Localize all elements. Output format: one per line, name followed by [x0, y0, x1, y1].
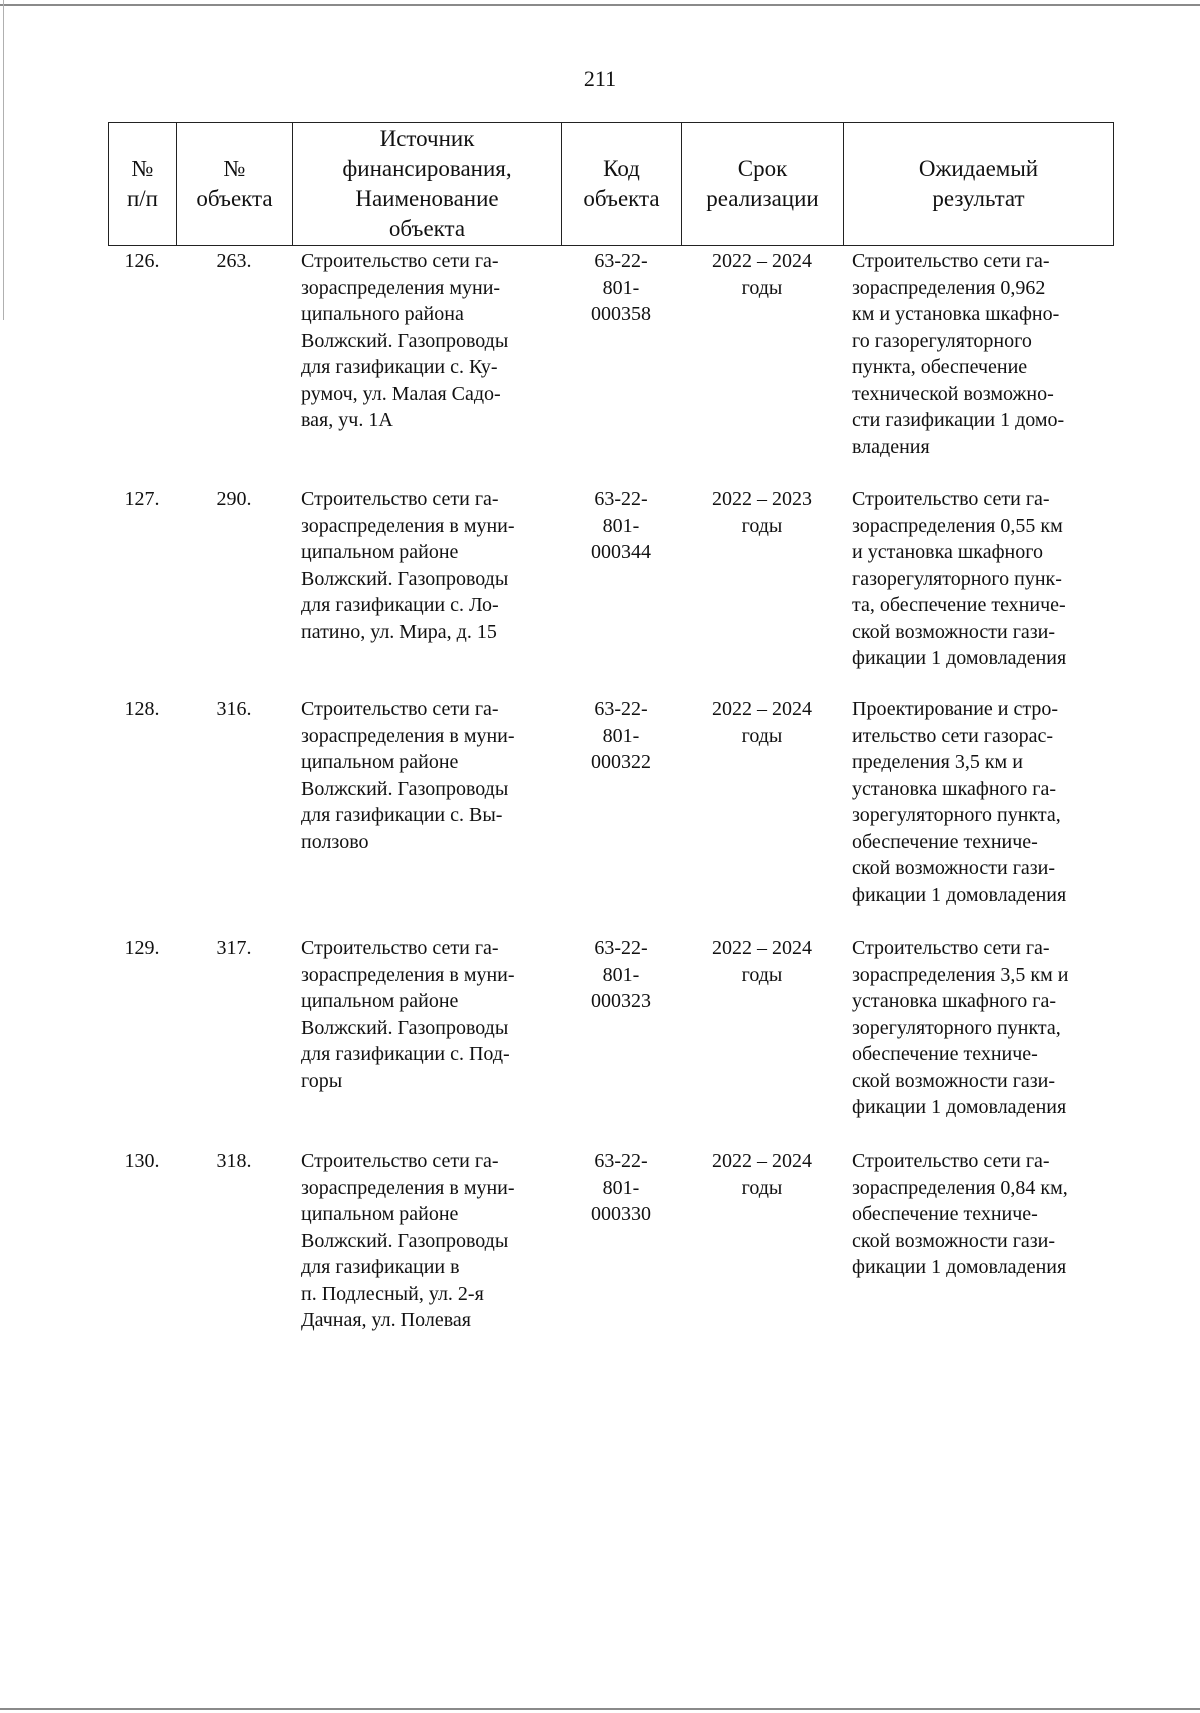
- row-object-name: Строительство сети га- зораспределения в муни- ципальном районе Волжский. Газопроводы для газификации с. Под- горы: [301, 937, 515, 1092]
- row-num: 129.: [124, 937, 160, 959]
- row-object-name: Строительство сети га- зораспределения в муни- ципальном районе Волжский. Газопроводы для газификации в п. Подлесный, ул. 2-я Дачная, ул. Полевая: [301, 1150, 515, 1331]
- header-result: Ожидаемый результат: [844, 123, 1114, 246]
- row-object-name: Строительство сети га- зораспределения муни- ципального района Волжский. Газопроводы для газификации с. Ку- румоч, ул. Малая Садо- вая, уч. 1А: [301, 250, 509, 431]
- row-object-num: 290.: [216, 488, 252, 510]
- row-result: Строительство сети га- зораспределения 3,5 км и установка шкафного га- зорегуляторного пункта, обеспечение техниче- ской возможности гази- фикации 1 домовладения: [852, 937, 1069, 1118]
- row-object-code: 63-22- 801- 000323: [591, 937, 651, 1012]
- header-source: Источник финансирования, Наименование объекта: [293, 123, 562, 246]
- row-object-num: 263.: [216, 250, 252, 272]
- scan-border-bottom: [0, 1708, 1200, 1710]
- row-term: 2022 – 2023 годы: [712, 488, 812, 537]
- row-num: 128.: [124, 698, 160, 720]
- row-object-code: 63-22- 801- 000358: [591, 250, 651, 325]
- header-object-num: № объекта: [177, 123, 293, 246]
- scan-border-top: [0, 4, 1200, 6]
- row-term: 2022 – 2024 годы: [712, 1150, 812, 1199]
- scan-border-left: [3, 0, 4, 320]
- header-code: Код объекта: [562, 123, 682, 246]
- row-result: Проектирование и стро- ительство сети газорас- пределения 3,5 км и установка шкафного га- зорегуляторного пункта, обеспечение техниче- ской возможности гази- фикации 1 домовладения: [852, 698, 1067, 906]
- row-num: 130.: [124, 1150, 160, 1172]
- row-term: 2022 – 2024 годы: [712, 698, 812, 747]
- row-num: 126.: [124, 250, 160, 272]
- row-object-code: 63-22- 801- 000322: [591, 698, 651, 773]
- row-term: 2022 – 2024 годы: [712, 937, 812, 986]
- row-term: 2022 – 2024 годы: [712, 250, 812, 299]
- row-object-code: 63-22- 801- 000330: [591, 1150, 651, 1225]
- row-object-num: 318.: [216, 1150, 252, 1172]
- header-num: № п/п: [109, 123, 177, 246]
- page-number: 211: [583, 66, 617, 91]
- row-object-name: Строительство сети га- зораспределения в муни- ципальном районе Волжский. Газопроводы для газификации с. Ло- патино, ул. Мира, д. 15: [301, 488, 515, 643]
- row-result: Строительство сети га- зораспределения 0,962 км и установка шкафно- го газорегуляторного пункта, обеспечение технической возможно- сти газификации 1 домо- владения: [852, 250, 1065, 458]
- row-object-num: 316.: [216, 698, 252, 720]
- row-num: 127.: [124, 488, 160, 510]
- row-object-code: 63-22- 801- 000344: [591, 488, 651, 563]
- row-object-name: Строительство сети га- зораспределения в муни- ципальном районе Волжский. Газопроводы для газификации с. Вы- ползово: [301, 698, 515, 853]
- header-term: Срок реализации: [682, 123, 844, 246]
- row-result: Строительство сети га- зораспределения 0,84 км, обеспечение техниче- ской возможности гази- фикации 1 домовладения: [852, 1150, 1068, 1278]
- row-object-num: 317.: [216, 937, 252, 959]
- table-header: [108, 122, 1114, 246]
- row-result: Строительство сети га- зораспределения 0,55 км и установка шкафного газорегуляторного пунк- та, обеспечение техниче- ской возможности гази- фикации 1 домовладения: [852, 488, 1067, 669]
